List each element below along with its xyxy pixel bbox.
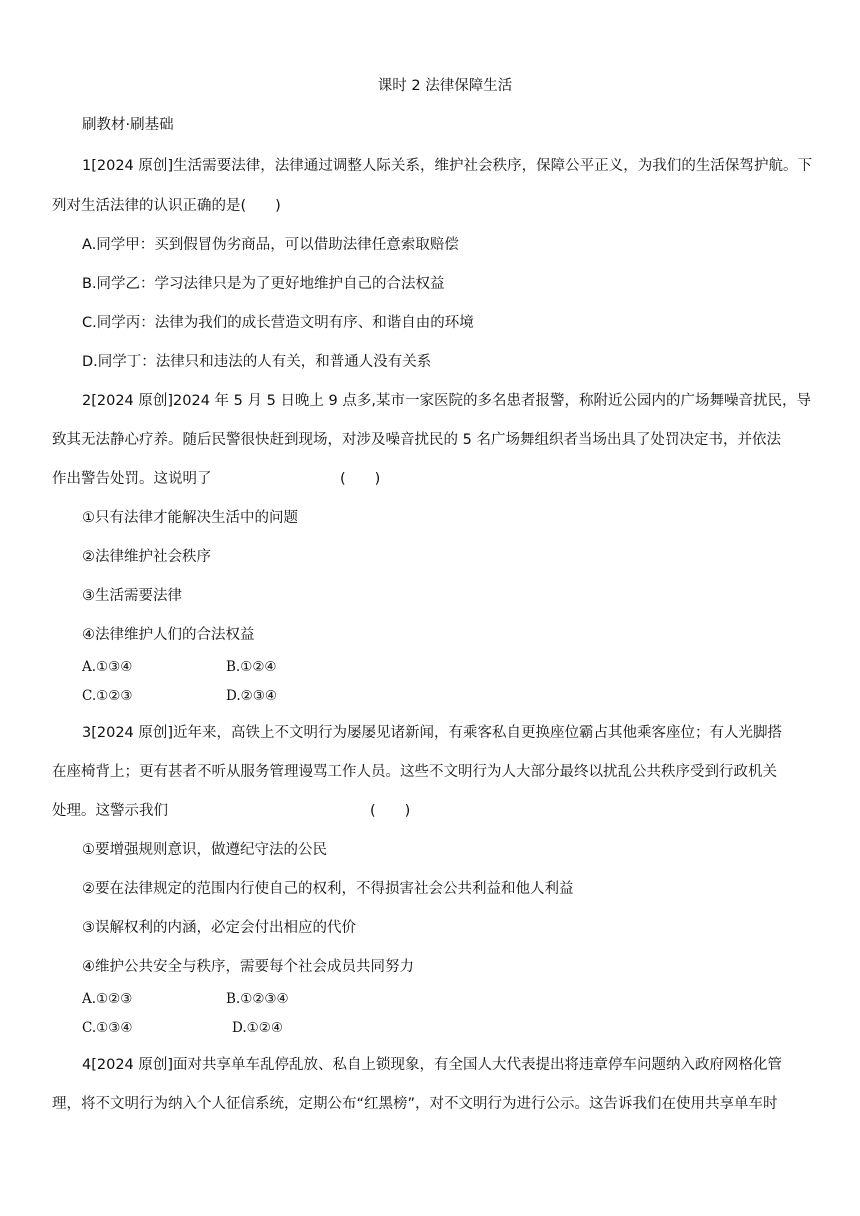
q2-item-1: ①只有法律才能解决生活中的问题 xyxy=(82,510,298,526)
q3-item-3: ③误解权利的内涵，必定会付出相应的代价 xyxy=(82,920,356,936)
q1-option-c: C.同学丙：法律为我们的成长营造文明有序、和谐自由的环境 xyxy=(82,315,474,331)
q3-stem-line1: 3[2024 原创]近年来，高铁上不文明行为屡屡见诸新闻，有乘客私自更换座位霸占其他乘客座位；有人光脚搭 xyxy=(82,725,783,741)
q4-stem-line2: 理，将不文明行为纳入个人征信系统，定期公布“红黑榜”，对不文明行为进行公示。这告诉我们在使用共享单车时 xyxy=(52,1096,778,1112)
q3-choice-c: C.①③④ xyxy=(82,1020,133,1036)
section-heading: 刷教材·刷基础 xyxy=(82,117,174,133)
q2-stem-line2: 致其无法静心疗养。随后民警很快赶到现场，对涉及噪音扰民的 5 名广场舞组织者当场出具了处罚决定书，并依法 xyxy=(52,432,781,448)
q3-stem-line2: 在座椅背上；更有甚者不听从服务管理谩骂工作人员。这些不文明行为人大部分最终以扰乱公共秩序受到行政机关 xyxy=(52,764,777,780)
q2-choice-a: A.①③④ xyxy=(82,659,133,675)
q2-choice-d: D.②③④ xyxy=(226,688,277,704)
q1-stem: 1[2024 原创]生活需要法律，法律通过调整人际关系，维护社会秩序，保障公平正义，为我们的生活保驾护航。下列对生活法律的认识正确的是( ) xyxy=(52,158,812,214)
q2-choice-b: B.①②④ xyxy=(226,659,277,675)
q2-choice-c: C.①②③ xyxy=(82,688,133,704)
q3-answer-paren: ( ) xyxy=(370,803,411,819)
q4-stem-line1: 4[2024 原创]面对共享单车乱停乱放、私自上锁现象，有全国人大代表提出将违章停车问题纳入政府网格化管 xyxy=(82,1057,783,1073)
q3-item-2: ②要在法律规定的范围内行使自己的权利，不得损害社会公共利益和他人利益 xyxy=(82,881,574,897)
q1-option-a: A.同学甲：买到假冒伪劣商品，可以借助法律任意索取赔偿 xyxy=(82,237,459,253)
q3-choice-b: B.①②③④ xyxy=(226,991,289,1007)
q2-stem-line1: 2[2024 原创]2024 年 5 月 5 日晚上 9 点多,某市一家医院的多名患者报警，称附近公园内的广场舞噪音扰民，导 xyxy=(82,393,811,409)
q2-answer-paren: ( ) xyxy=(340,471,381,487)
q3-choice-d: D.①②④ xyxy=(232,1020,283,1036)
q1-option-d: D.同学丁：法律只和违法的人有关，和普通人没有关系 xyxy=(82,354,432,370)
q2-item-3: ③生活需要法律 xyxy=(82,588,182,604)
q2-stem-line3: 作出警告处罚。这说明了 xyxy=(52,471,212,487)
q3-stem-line3: 处理。这警示我们 xyxy=(52,803,168,819)
q3-item-1: ①要增强规则意识，做遵纪守法的公民 xyxy=(82,842,327,858)
q1-option-b: B.同学乙：学习法律只是为了更好地维护自己的合法权益 xyxy=(82,276,445,292)
page-title: 课时 2 法律保障生活 xyxy=(377,78,513,94)
q3-item-4: ④维护公共安全与秩序，需要每个社会成员共同努力 xyxy=(82,959,414,975)
q2-item-2: ②法律维护社会秩序 xyxy=(82,549,211,565)
q3-choice-a: A.①②③ xyxy=(82,991,133,1007)
q2-item-4: ④法律维护人们的合法权益 xyxy=(82,627,255,643)
